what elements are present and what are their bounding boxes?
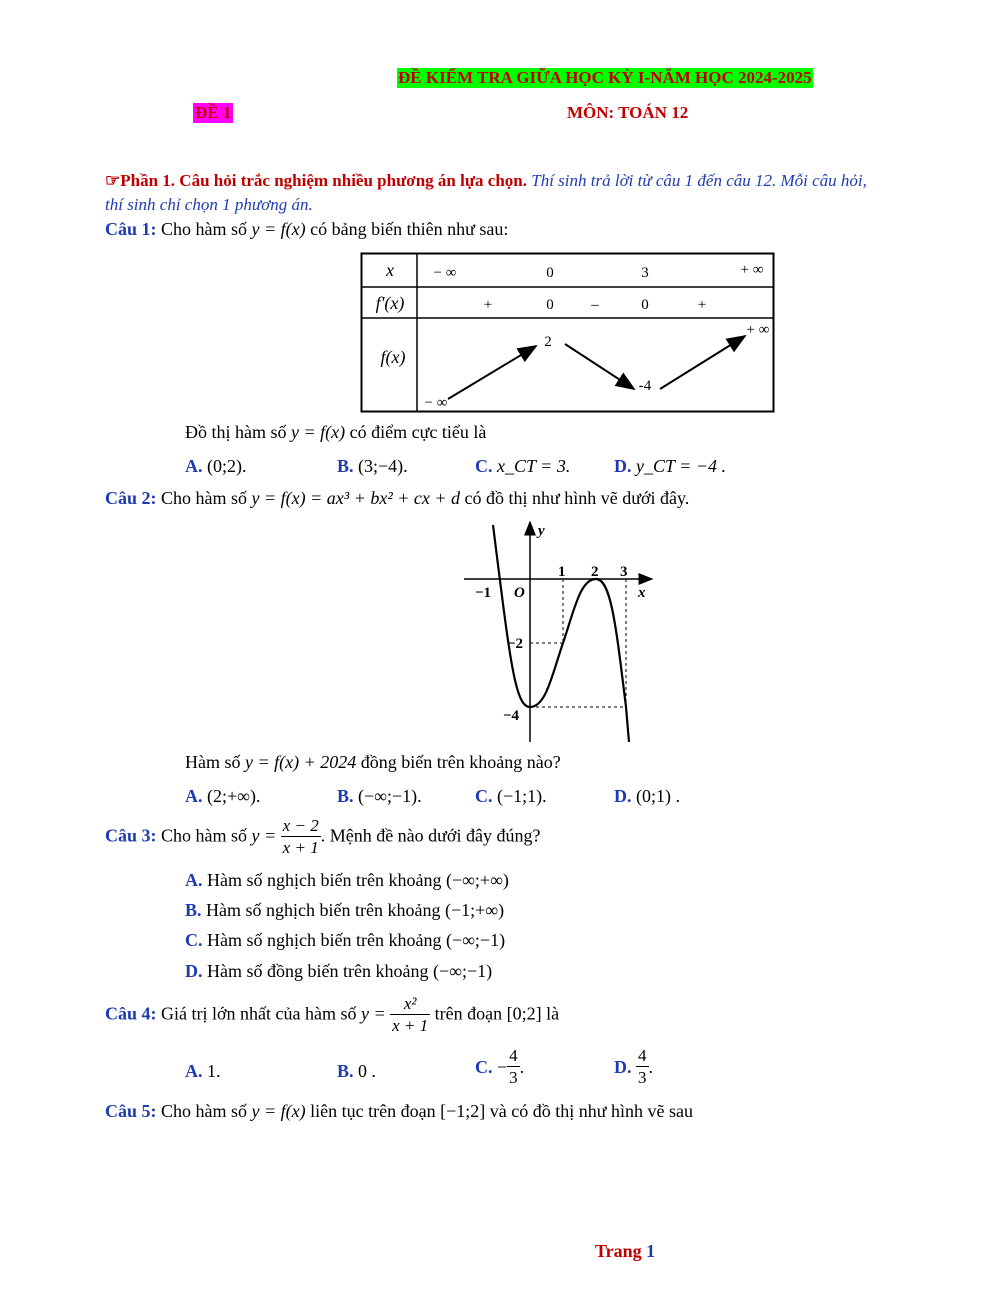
origin-label: O <box>514 585 525 601</box>
q1-option-c <box>475 456 570 477</box>
option-text: 1. <box>207 1061 221 1081</box>
q5-label: Câu 5: <box>105 1101 157 1121</box>
fp-sign-2: – <box>591 297 599 313</box>
option-text: x_CT = 3. <box>497 456 571 476</box>
x-tick-neg1: −1 <box>475 585 492 601</box>
option-letter: C. <box>185 930 203 950</box>
q2-question <box>185 752 561 773</box>
x-val-pos-inf: + ∞ <box>740 262 764 278</box>
q1-question-a: Đồ thị hàm số <box>185 422 291 442</box>
q1-option-a <box>185 456 247 477</box>
x-tick-3: 3 <box>620 564 628 580</box>
option-letter: C. <box>475 1057 493 1077</box>
q3-label: Câu 3: <box>105 825 157 846</box>
q4-option-c-fraction <box>507 1046 520 1089</box>
q5-text-a: Cho hàm số <box>156 1101 252 1121</box>
x-val-neg-inf: − ∞ <box>433 265 457 281</box>
option-letter: C. <box>475 456 493 476</box>
exam-title: ĐỀ KIỂM TRA GIỮA HỌC KỲ I-NĂM HỌC 2024-2025 <box>398 68 812 87</box>
f-val-pos-inf: + ∞ <box>746 322 770 338</box>
subject-label: MÔN: TOÁN 12 <box>567 103 689 122</box>
table-f-label: f(x) <box>380 347 406 367</box>
option-letter: B. <box>185 900 202 920</box>
option-interval: (−1;+∞) <box>444 900 505 920</box>
x-tick-2: 2 <box>591 564 599 580</box>
q1-question-b: có điểm cực tiểu là <box>345 422 487 442</box>
x-axis-label: x <box>638 585 646 601</box>
q1-text-b: có bảng biến thiên như sau: <box>305 219 509 239</box>
table-fp-label: f'(x) <box>375 293 405 313</box>
option-letter: C. <box>475 786 493 806</box>
q4-label: Câu 4: <box>105 1003 157 1024</box>
q2-question-b: đồng biến trên khoảng nào? <box>356 752 561 772</box>
q2-question-formula: y = f(x) + 2024 <box>245 752 357 772</box>
option-text: (0;1) . <box>636 786 680 806</box>
q5-interval: [−1;2] <box>440 1101 486 1121</box>
q3-option-b <box>185 900 504 921</box>
q1-formula: y = f(x) <box>251 219 306 239</box>
option-text: Hàm số nghịch biến trên khoảng <box>202 870 446 890</box>
q3-fraction <box>281 816 321 859</box>
option-letter: D. <box>185 961 203 981</box>
option-text: Hàm số đồng biến trên khoảng <box>202 961 433 981</box>
q4-fraction <box>390 994 430 1037</box>
option-letter: B. <box>337 786 354 806</box>
q2-option-b <box>337 786 422 807</box>
q5-text-b: liên tục trên đoạn <box>305 1101 441 1121</box>
part1-instruction-cont: thí sinh chỉ chọn 1 phương án. <box>105 195 313 214</box>
q4-stem <box>105 994 559 1037</box>
q4-numerator: x² <box>390 994 430 1015</box>
q2-question-a: Hàm số <box>185 752 245 772</box>
q4-option-a <box>185 1061 221 1082</box>
q4-interval: [0;2] <box>506 1003 542 1024</box>
part1-heading-line <box>105 171 867 191</box>
q2-text-a: Cho hàm số <box>156 488 252 508</box>
q3-stem <box>105 816 540 859</box>
q1-question-formula: y = f(x) <box>291 422 346 442</box>
fp-sign-3: + <box>697 297 707 313</box>
q1-question <box>185 422 486 443</box>
x-tick-1: 1 <box>558 564 566 580</box>
q1-text-a: Cho hàm số <box>156 219 252 239</box>
q4-text-c: là <box>541 1003 560 1024</box>
q2-text-b: có đồ thị như hình vẽ dưới đây. <box>459 488 690 508</box>
option-interval: (−∞;+∞) <box>445 870 509 890</box>
q3-numerator: x − 2 <box>282 816 319 835</box>
option-text: (−1;1). <box>497 786 547 806</box>
option-letter: D. <box>614 1057 632 1077</box>
option-letter: A. <box>185 786 203 806</box>
q4-text-a: Giá trị lớn nhất của hàm số <box>156 1003 361 1024</box>
f-val-2: 2 <box>544 334 552 350</box>
option-text: (3;−4). <box>358 456 408 476</box>
fp-sign-1: + <box>483 297 493 313</box>
q3-text-a: Cho hàm số <box>156 825 252 846</box>
q2-stem <box>105 488 689 509</box>
q3-lhs: y = <box>251 825 277 846</box>
option-text: Hàm số nghịch biến trên khoảng <box>201 900 445 920</box>
fp-zero-2: 0 <box>641 297 649 313</box>
option-letter: D. <box>614 456 632 476</box>
q2-option-d <box>614 786 680 807</box>
option-text: (0;2). <box>207 456 247 476</box>
q1-variation-table <box>360 252 776 414</box>
option-numerator: 4 <box>509 1046 518 1065</box>
option-text: Hàm số nghịch biến trên khoảng <box>202 930 446 950</box>
q4-option-b <box>337 1061 376 1082</box>
option-numerator: 4 <box>638 1046 647 1065</box>
x-val-0: 0 <box>546 265 554 281</box>
option-letter: D. <box>614 786 632 806</box>
part1-instruction: Thí sinh trả lời từ câu 1 đến câu 12. Mỗi câu hỏi, <box>527 171 867 190</box>
q5-text-c: và có đồ thị như hình vẽ sau <box>485 1101 693 1121</box>
q4-option-d-fraction <box>636 1046 649 1089</box>
fp-zero-1: 0 <box>546 297 554 313</box>
y-tick-neg4: −4 <box>503 708 520 724</box>
option-letter: A. <box>185 456 203 476</box>
table-x-label: x <box>386 260 394 280</box>
q1-option-d <box>614 456 726 477</box>
option-denominator: 3 <box>509 1068 518 1087</box>
y-tick-neg2: −2 <box>507 636 524 652</box>
page-number: 1 <box>646 1241 656 1261</box>
q1-label: Câu 1: <box>105 219 157 239</box>
q4-lhs: y = <box>360 1003 386 1024</box>
option-letter: A. <box>185 1061 203 1081</box>
option-letter: A. <box>185 870 203 890</box>
exam-code: ĐỀ 1 <box>195 103 232 122</box>
q5-formula: y = f(x) <box>251 1101 306 1121</box>
option-letter: B. <box>337 1061 354 1081</box>
option-interval: (−∞;−1) <box>432 961 493 981</box>
option-interval: (−∞;−1) <box>445 930 506 950</box>
arrow-down <box>565 344 634 389</box>
footer-label: Trang <box>595 1241 647 1261</box>
option-tail: . <box>648 1057 653 1077</box>
q2-label: Câu 2: <box>105 488 157 508</box>
x-val-3: 3 <box>641 265 649 281</box>
q3-option-c <box>185 930 505 951</box>
option-text: 0 . <box>358 1061 377 1081</box>
option-sign: − <box>497 1057 508 1077</box>
f-val-neg-inf: − ∞ <box>424 395 448 411</box>
option-tail: . <box>519 1057 525 1077</box>
y-axis-label: y <box>538 523 545 539</box>
q3-option-a <box>185 870 509 891</box>
option-letter: B. <box>337 456 354 476</box>
part1-bullet-icon: ☞ <box>105 171 121 190</box>
q5-stem <box>105 1101 693 1122</box>
q3-text-b: . Mệnh đề nào dưới đây đúng? <box>320 825 541 846</box>
part1-heading: Phần 1. Câu hỏi trắc nghiệm nhiều phương án lựa chọn. <box>120 171 527 190</box>
arrow-up-1 <box>448 346 536 399</box>
q2-option-a <box>185 786 260 807</box>
arrow-up-2 <box>660 336 745 389</box>
q2-formula: y = f(x) = ax³ + bx² + cx + d <box>251 488 460 508</box>
q4-option-d <box>614 1046 653 1089</box>
q1-stem <box>105 219 508 240</box>
q3-option-d <box>185 961 492 982</box>
q1-option-b <box>337 456 408 477</box>
q2-option-c <box>475 786 547 807</box>
f-val-neg4: -4 <box>638 378 652 394</box>
page-footer <box>595 1241 655 1262</box>
option-denominator: 3 <box>638 1068 647 1087</box>
q4-denominator: x + 1 <box>392 1016 429 1035</box>
option-text: (−∞;−1). <box>358 786 422 806</box>
q4-text-b: trên đoạn <box>430 1003 507 1024</box>
option-text: (2;+∞). <box>207 786 261 806</box>
q3-denominator: x + 1 <box>282 838 319 857</box>
q4-option-c <box>475 1046 524 1089</box>
option-text: y_CT = −4 . <box>636 456 726 476</box>
q2-graph <box>460 520 660 745</box>
